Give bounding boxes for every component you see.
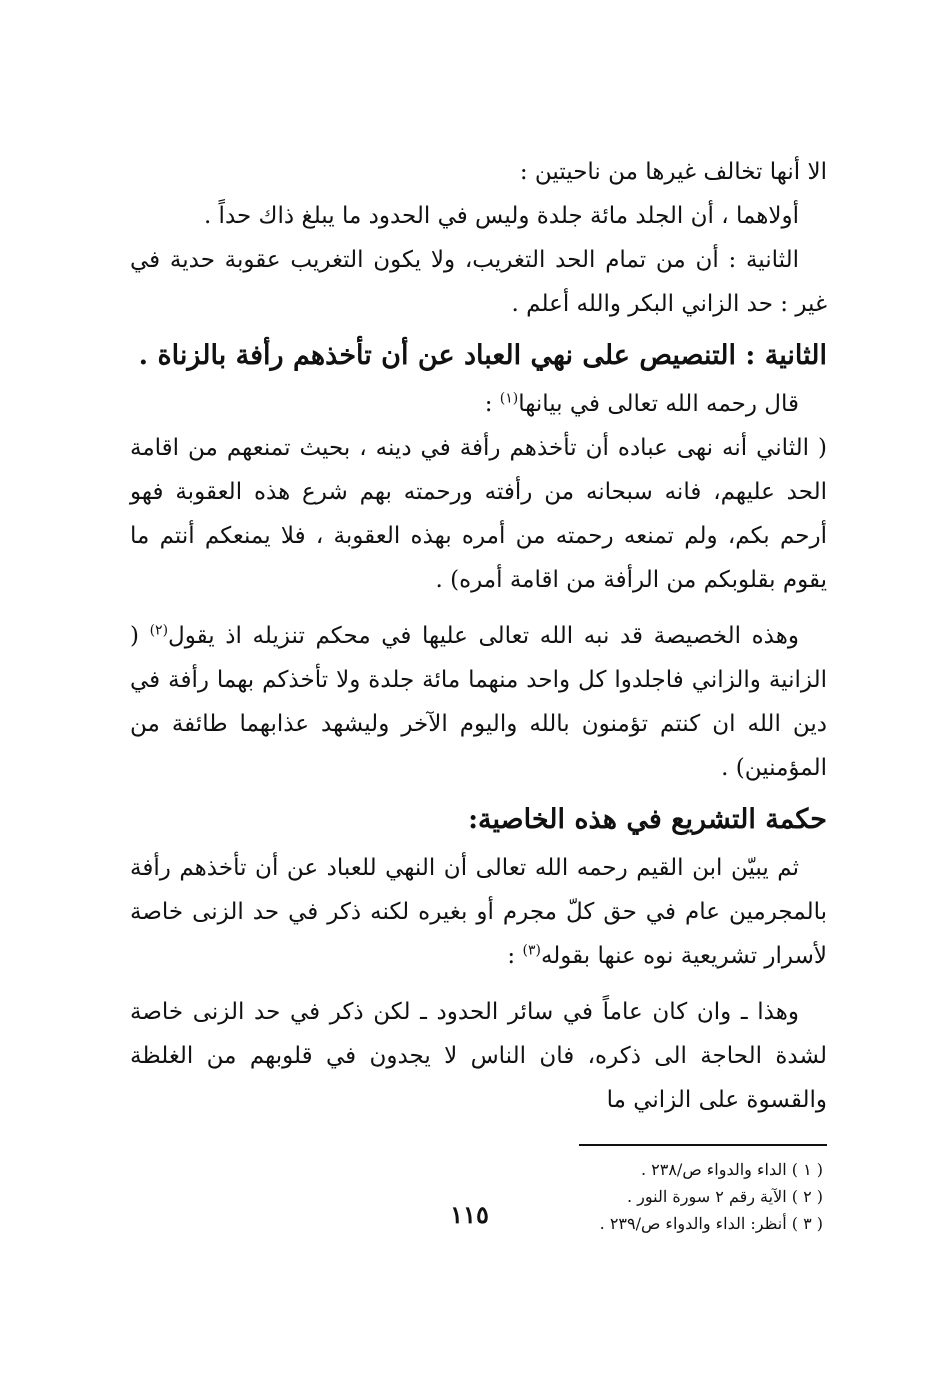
footnote-ref-1: (١) [499, 390, 519, 407]
page-number: ١١٥ [450, 1200, 489, 1229]
paragraph-4-end: : [484, 391, 500, 417]
paragraph-7-end: : [507, 943, 523, 969]
spacer [130, 602, 827, 614]
paragraph-6-verse: ( الزانية والزاني فاجلدوا كل واحد منهما مائة جلدة ولا تأخذكم بهما رأفة في دين الله ان كنتم تؤمنون بالله واليوم الآخر وليشهد عذابهما طائفة من المؤمنين) . [130, 623, 827, 781]
footnote-3: ( ٣ ) أنظر: الداء والدواء ص/٢٣٩ . [599, 1214, 823, 1233]
section-heading-2: حكمة التشريع في هذه الخاصية: [468, 804, 827, 835]
section-heading-1: الثانية : التنصيص على نهي العباد عن أن تأخذهم رأفة بالزناة . [138, 340, 827, 371]
paragraph-4 [130, 382, 827, 426]
paragraph-2: أولاهما ، أن الجلد مائة جلدة وليس في الحدود ما يبلغ ذاك حداً . [203, 203, 799, 229]
footnote-2: ( ٢ ) الآية رقم ٢ سورة النور . [627, 1187, 823, 1206]
paragraph-8: وهذا ـ وان كان عاماً في سائر الحدود ـ لكن ذكر في حد الزنى خاصة لشدة الحاجة الى ذكره، فان الناس لا يجدون في قلوبهم من الغلظة والقسوة على الزاني ما [130, 999, 827, 1113]
footnote-1: ( ١ ) الداء والدواء ص/٢٣٨ . [640, 1160, 823, 1179]
paragraph-7-text: ثم يبيّن ابن القيم رحمه الله تعالى أن النهي للعباد عن أن تأخذهم رأفة بالمجرمين عام في حق كلّ مجرم أو بغيره لكنه ذكر في حد الزنى خاصة لأسرار تشريعية نوه عنها بقوله [130, 855, 827, 969]
paragraph-1: الا أنها تخالف غيرها من ناحيتين : [519, 159, 827, 185]
footnote-divider [579, 1144, 827, 1146]
paragraph-4-text: قال رحمه الله تعالى في بيانها [518, 391, 799, 417]
paragraph-5-quote: ( الثاني أنه نهى عباده أن تأخذهم رأفة في دينه ، بحيث تمنعهم من اقامة الحد عليهم، فانه سبحانه من رأفته ورحمته بهم شرع هذه العقوبة فهو أرحم بكم، ولم تمنعه رحمته من أمره بهذه العقوبة ، فلا يمنعكم أنتم ما يقوم بقلوبكم من الرأفة من اقامة أمره) . [130, 435, 827, 593]
footnote-ref-2: (٢) [149, 622, 169, 639]
paragraph-7 [130, 846, 827, 978]
paragraph-3: الثانية : أن من تمام الحد التغريب، ولا يكون التغريب عقوبة حدية في غير : حد الزاني البكر والله أعلم . [130, 247, 827, 317]
paragraph-6-text: وهذه الخصيصة قد نبه الله تعالى عليها في محكم تنزيله اذ يقول [168, 623, 799, 649]
footnote-ref-3: (٣) [522, 942, 541, 959]
paragraph-6 [130, 614, 827, 790]
spacer [130, 978, 827, 990]
